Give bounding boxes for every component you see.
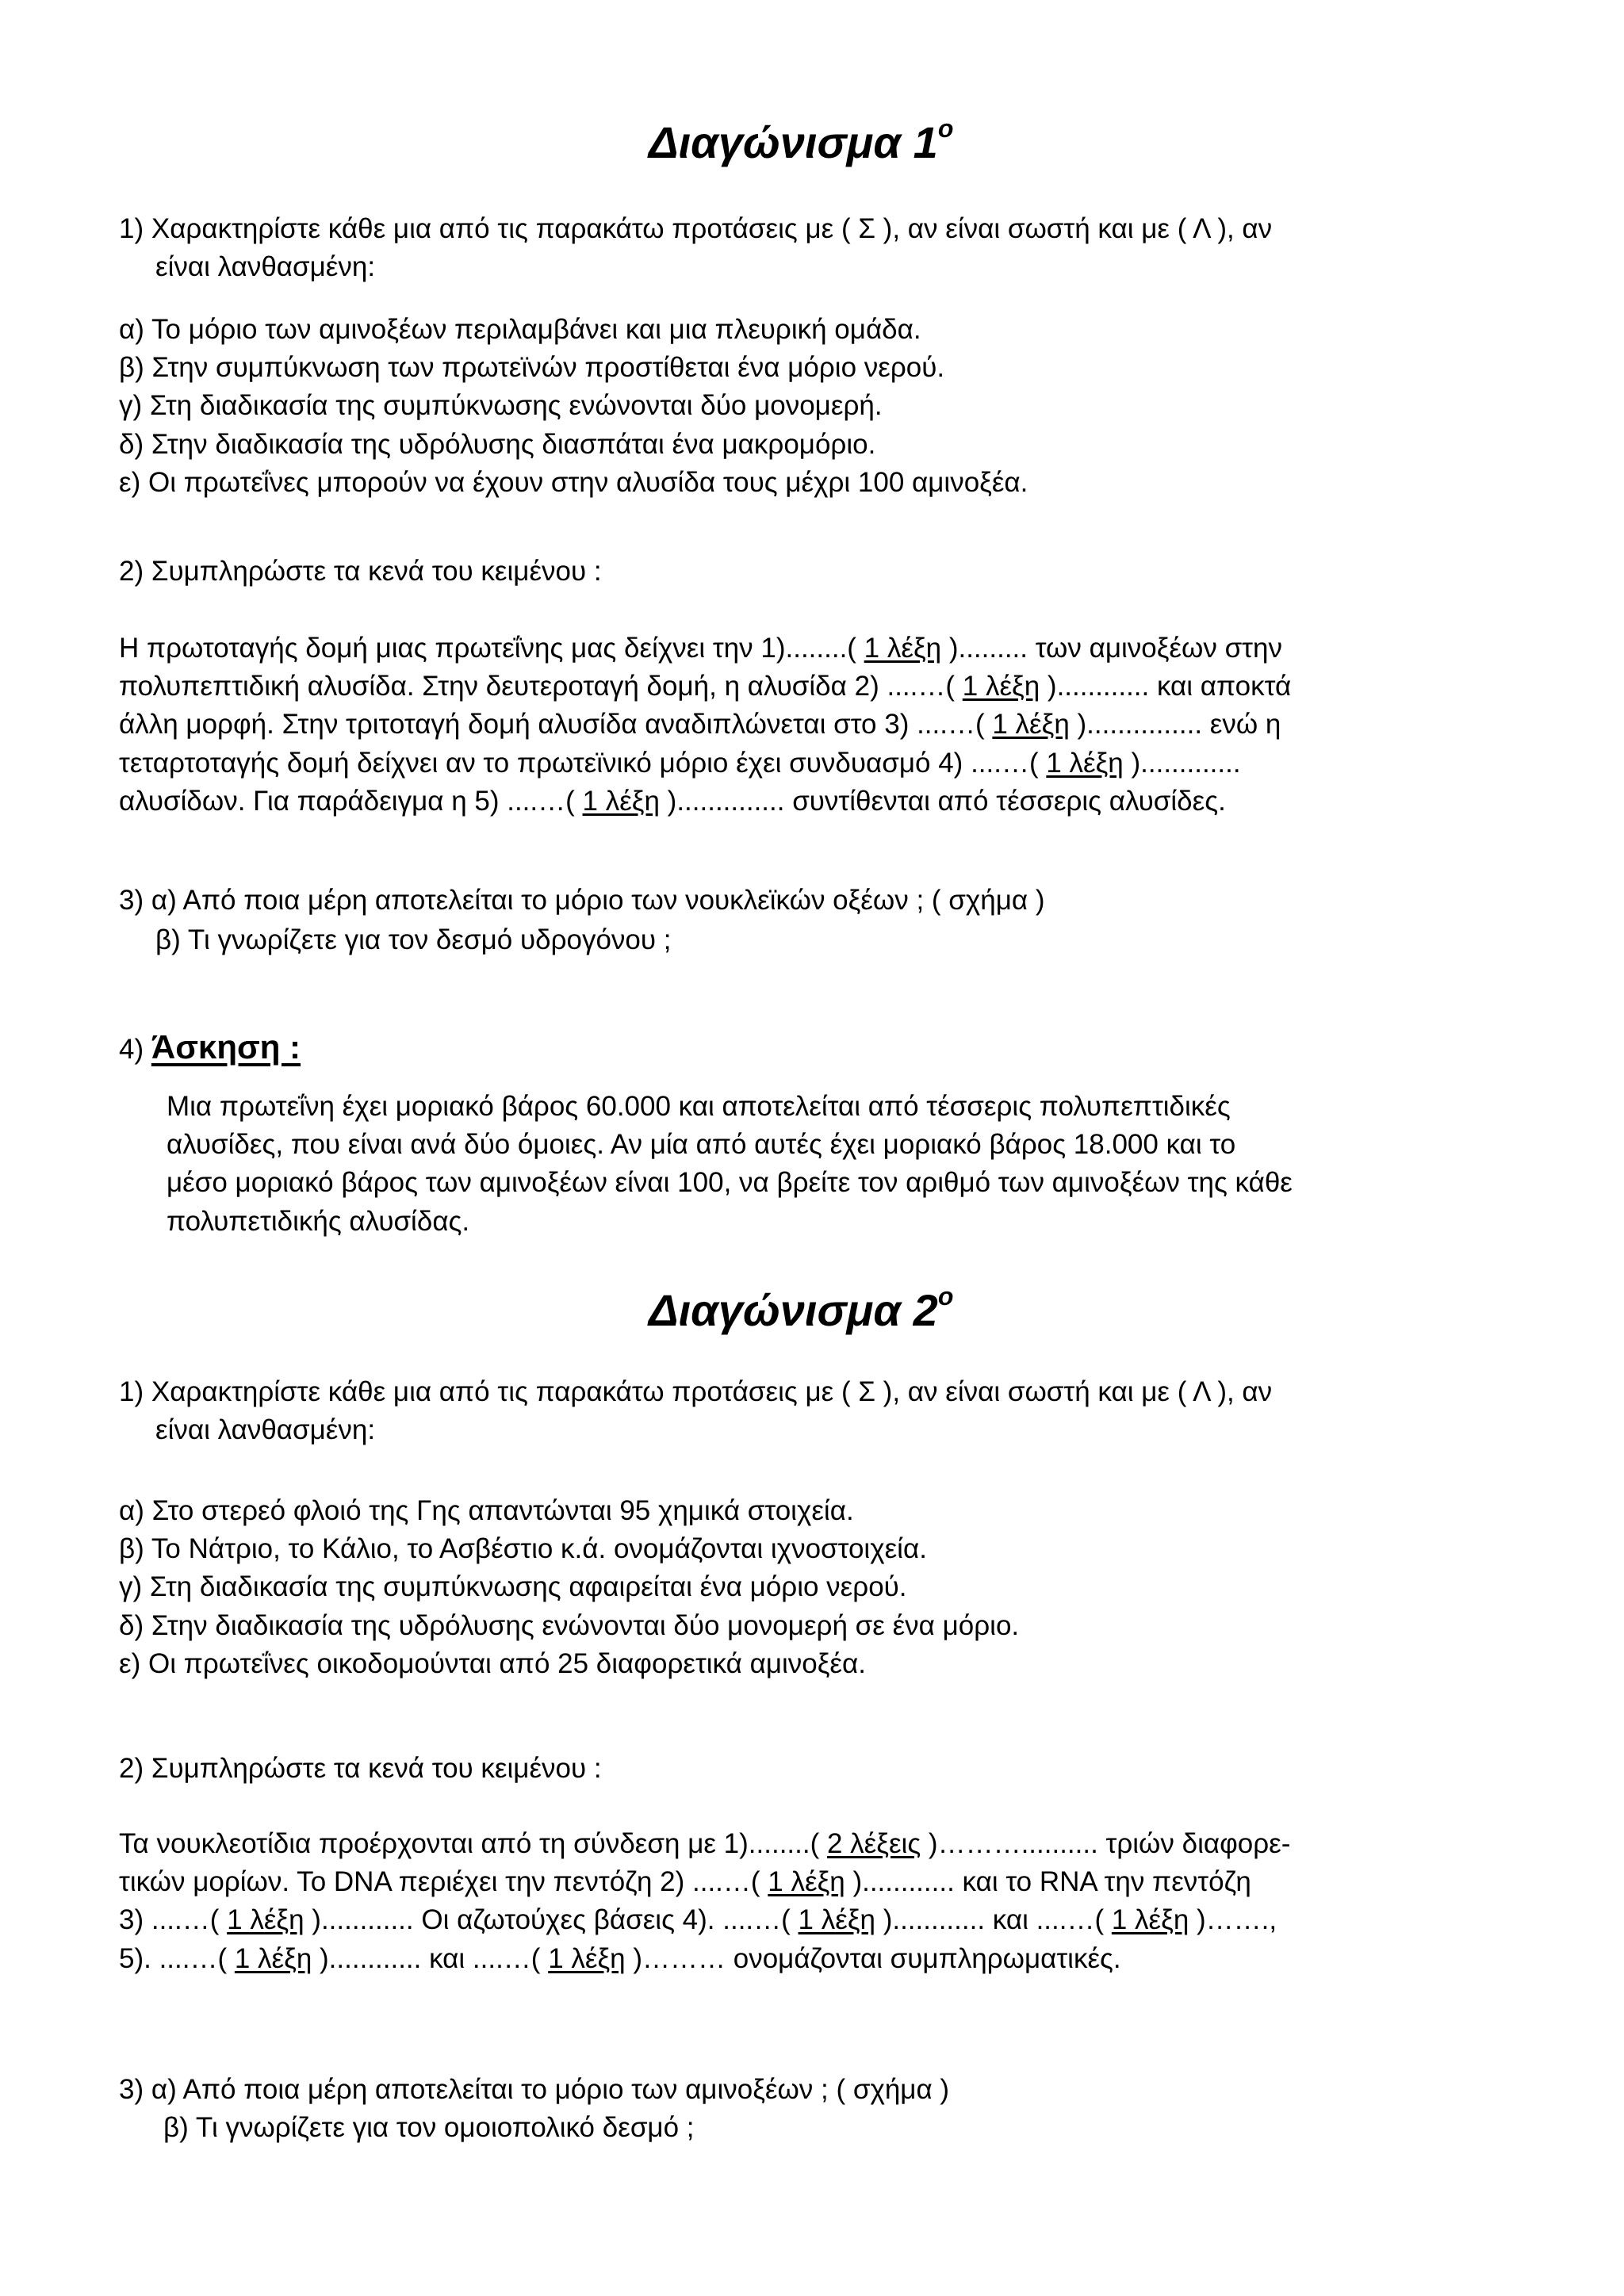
text-segment: )............... ενώ η xyxy=(1069,709,1281,740)
test2-q1-line2: είναι λανθασμένη: xyxy=(155,1414,376,1445)
text-segment: ).............. συντίθενται από τέσσερις αλυσίδες. xyxy=(659,786,1226,817)
test1-q1-line1: 1) Χαρακτηρίστε κάθε μια από τις παρακάτω προτάσεις με ( Σ ), αν είναι σωστή και με ( Λ ), αν xyxy=(119,213,1273,244)
text-segment: αλυσίδων. Για παράδειγμα η 5) ....…( xyxy=(119,786,583,817)
test2-q2-heading: 2) Συμπληρώστε τα κενά του κειμένου : xyxy=(119,1753,602,1784)
text-segment: Η πρωτοταγής δομή μιας πρωτεΐνης μας δείχνει την 1)........( xyxy=(119,633,864,664)
test2-q1-line1: 1) Χαρακτηρίστε κάθε μια από τις παρακάτω προτάσεις με ( Σ ), αν είναι σωστή και με ( Λ ), αν xyxy=(119,1376,1273,1407)
test2-q1-item-a: α) Στο στερεό φλοιό της Γης απαντώνται 95 χημικά στοιχεία. xyxy=(119,1495,854,1526)
test1-q4-line3: μέσο μοριακό βάρος των αμινοξέων είναι 100, να βρείτε τον αριθμό των αμινοξέων της κάθε xyxy=(167,1167,1293,1198)
word-hint: 1 λέξη xyxy=(798,1904,875,1935)
test2-q2-line3 xyxy=(119,1904,1277,1937)
text-segment: )……….......... τριών διαφορε- xyxy=(921,1828,1291,1859)
test1-q2-line2 xyxy=(119,670,1291,703)
word-hint: 1 λέξη xyxy=(582,786,660,817)
test1-title xyxy=(649,114,954,167)
test1-q1-item-c: γ) Στη διαδικασία της συμπύκνωσης ενώνονται δύο μονομερή. xyxy=(119,390,883,421)
text-segment: 5). ....…( xyxy=(119,1943,235,1974)
test1-q1-item-d: δ) Στην διαδικασία της υδρόλυσης διασπάται ένα μακρομόριο. xyxy=(119,429,876,460)
test2-q1-item-c: γ) Στη διαδικασία της συμπύκνωσης αφαιρείται ένα μόριο νερού. xyxy=(119,1571,907,1602)
word-hint: 1 λέξη xyxy=(548,1943,626,1974)
word-hint: 1 λέξη xyxy=(227,1904,304,1935)
test1-q4-heading xyxy=(119,1027,301,1067)
text-segment: )……., xyxy=(1189,1904,1277,1935)
test1-q4-line2: αλυσίδες, που είναι ανά δύο όμοιες. Αν μία από αυτές έχει μοριακό βάρος 18.000 και το xyxy=(167,1129,1236,1160)
test2-title-text: Διαγώνισμα 2 xyxy=(649,1285,938,1335)
test2-title xyxy=(649,1282,954,1335)
test1-q2-heading: 2) Συμπληρώστε τα κενά του κειμένου : xyxy=(119,556,602,587)
test2-q3-line2: β) Τι γνωρίζετε για τον ομοιοπολικό δεσμό ; xyxy=(163,2112,695,2143)
test1-title-sup: ο xyxy=(937,114,954,144)
word-hint: 2 λέξεις xyxy=(826,1828,921,1859)
word-hint: 1 λέξη xyxy=(1046,748,1124,779)
test2-q2-line2 xyxy=(119,1866,1251,1899)
test2-q2-line1 xyxy=(119,1827,1290,1861)
text-segment: τικών μορίων. Το DNA περιέχει την πεντόζη 2) ....…( xyxy=(119,1866,768,1897)
text-segment: )............ Οι αζωτούχες βάσεις 4). ....…( xyxy=(304,1904,799,1935)
test1-q2-line5 xyxy=(119,785,1226,818)
word-hint: 1 λέξη xyxy=(864,633,942,664)
test1-q1-item-a: α) Το μόριο των αμινοξέων περιλαμβάνει και μια πλευρική ομάδα. xyxy=(119,314,921,345)
test1-q1-item-e: ε) Οι πρωτεΐνες μπορούν να έχουν στην αλυσίδα τους μέχρι 100 αμινοξέα. xyxy=(119,467,1028,498)
test2-title-sup: ο xyxy=(937,1282,954,1311)
word-hint: 1 λέξη xyxy=(992,709,1070,740)
test2-q3-line1: 3) α) Από ποια μέρη αποτελείται το μόριο των αμινοξέων ; ( σχήμα ) xyxy=(119,2074,950,2105)
text-segment: )............ και ....…( xyxy=(875,1904,1112,1935)
word-hint: 1 λέξη xyxy=(768,1866,845,1897)
text-segment: άλλη μορφή. Στην τριτοταγή δομή αλυσίδα αναδιπλώνεται στο 3) ....…( xyxy=(119,709,993,740)
text-segment: )............ και ....…( xyxy=(312,1943,549,1974)
text-segment: τεταρτοταγής δομή δείχνει αν το πρωτεϊνικό μόριο έχει συνδυασμό 4) ....…( xyxy=(119,748,1047,779)
word-hint: 1 λέξη xyxy=(234,1943,312,1974)
test1-q4-line4: πολυπετιδικής αλυσίδας. xyxy=(167,1206,470,1237)
test1-q2-line3 xyxy=(119,708,1281,741)
test2-q1-item-d: δ) Στην διαδικασία της υδρόλυσης ενώνονται δύο μονομερή σε ένα μόριο. xyxy=(119,1610,1020,1641)
test1-q2-line4 xyxy=(119,747,1241,780)
test2-q2-line4 xyxy=(119,1942,1121,1976)
test1-q1-item-b: β) Στην συμπύκνωση των πρωτεϊνών προστίθεται ένα μόριο νερού. xyxy=(119,352,945,383)
test1-q3-line1: 3) α) Από ποια μέρη αποτελείται το μόριο των νουκλεϊκών οξέων ; ( σχήμα ) xyxy=(119,885,1045,916)
test1-q3-line2: β) Τι γνωρίζετε για τον δεσμό υδρογόνου ; xyxy=(155,924,672,955)
test1-title-text: Διαγώνισμα 1 xyxy=(649,117,938,167)
text-segment: )……… ονομάζονται συμπληρωματικές. xyxy=(625,1943,1121,1974)
test1-q2-line1 xyxy=(119,632,1282,665)
question-number: 4) xyxy=(119,1034,144,1065)
exercise-heading: Άσκηση : xyxy=(151,1028,301,1066)
text-segment: )............ και το RNA την πεντόζη xyxy=(845,1866,1251,1897)
text-segment: Τα νουκλεοτίδια προέρχονται από τη σύνδεση με 1)........( xyxy=(119,1828,827,1859)
test2-q1-item-e: ε) Οι πρωτεΐνες οικοδομούνται από 25 διαφορετικά αμινοξέα. xyxy=(119,1648,866,1679)
text-segment: 3) ....…( xyxy=(119,1904,228,1935)
test2-q1-item-b: β) Το Νάτριο, το Κάλιο, το Ασβέστιο κ.ά. ονομάζονται ιχνοστοιχεία. xyxy=(119,1533,927,1564)
word-hint: 1 λέξη xyxy=(962,671,1040,702)
text-segment: )............ και αποκτά xyxy=(1040,671,1292,702)
test1-q1-line2: είναι λανθασμένη: xyxy=(155,251,376,282)
word-hint: 1 λέξη xyxy=(1111,1904,1189,1935)
text-segment: )............. xyxy=(1123,748,1241,779)
text-segment: )......... των αμινοξέων στην xyxy=(941,633,1282,664)
test1-q4-line1: Μια πρωτεΐνη έχει μοριακό βάρος 60.000 και αποτελείται από τέσσερις πολυπεπτιδικές xyxy=(167,1091,1231,1122)
text-segment: πολυπεπτιδική αλυσίδα. Στην δευτεροταγή δομή, η αλυσίδα 2) ....…( xyxy=(119,671,963,702)
